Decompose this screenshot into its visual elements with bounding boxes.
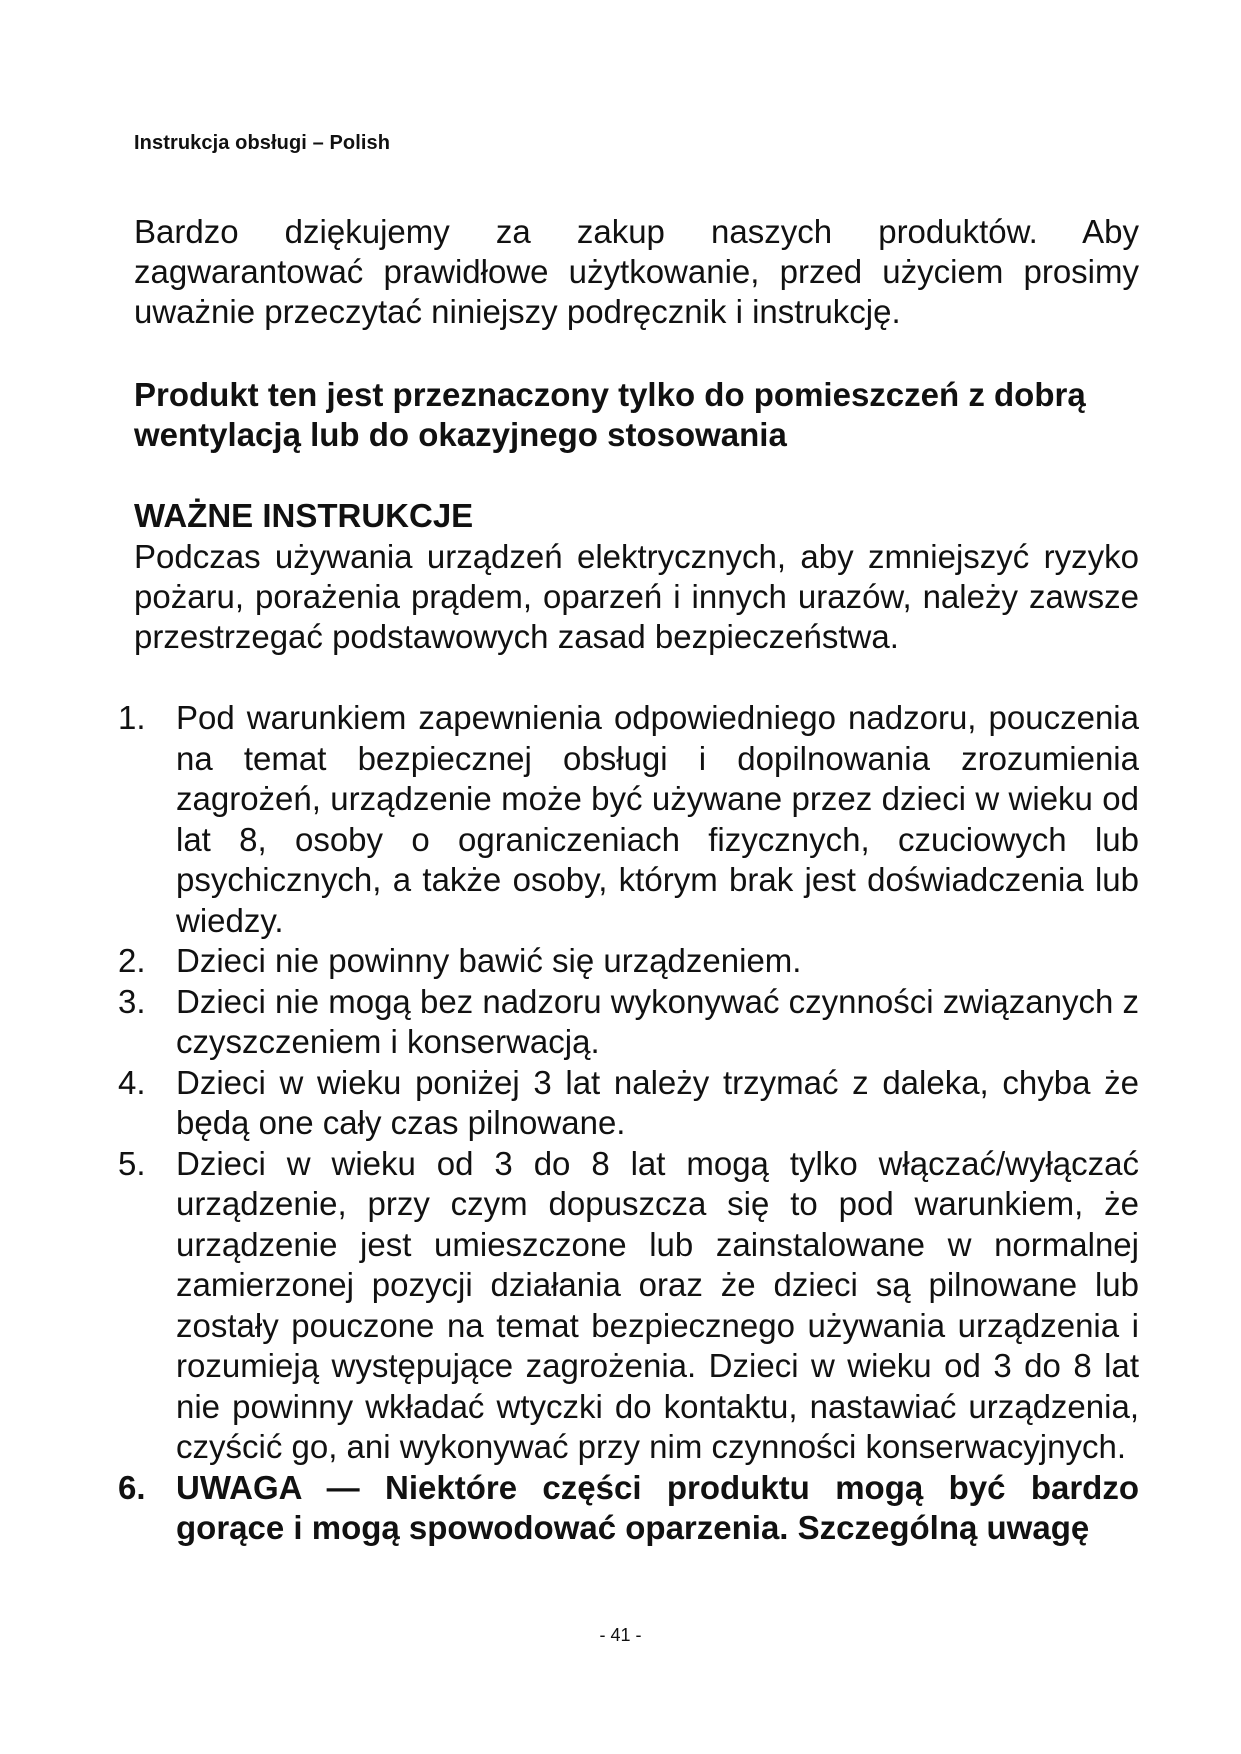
list-item-text: UWAGA — Niektóre części produktu mogą być bardzo gorące i mogą spowodować oparzenia. Szczególną uwagę <box>176 1468 1139 1546</box>
important-instructions-paragraph: Podczas używania urządzeń elektrycznych, aby zmniejszyć ryzyko pożaru, porażenia prądem, oparzeń i innych urazów, należy zawsze przestrzegać podstawowych zasad bezpieczeństwa. <box>134 538 1139 655</box>
instructions-list <box>118 698 1139 1549</box>
list-item <box>118 698 1139 941</box>
list-item-number: 2. <box>118 942 146 979</box>
list-item <box>118 1144 1139 1468</box>
list-item-number: 4. <box>118 1063 146 1101</box>
list-item-number: 3. <box>118 982 146 1020</box>
list-item <box>118 941 1139 982</box>
page-number: - 41 - <box>599 1625 642 1645</box>
ventilation-notice: Produkt ten jest przeznaczony tylko do pomieszczeń z dobrą wentylacją lub do okazyjnego stosowania <box>134 376 1086 453</box>
list-item-warning <box>118 1468 1139 1549</box>
list-item <box>118 1063 1139 1144</box>
list-item-text: Dzieci nie powinny bawić się urządzeniem. <box>176 942 802 979</box>
important-instructions-heading: WAŻNE INSTRUKCJE <box>134 497 474 534</box>
intro-paragraph: Bardzo dziękujemy za zakup naszych produktów. Aby zagwarantować prawidłowe użytkowanie, przed użyciem prosimy uważnie przeczytać niniejszy podręcznik i instrukcję. <box>134 213 1139 330</box>
page-header: Instrukcja obsługi – Polish <box>134 132 391 154</box>
list-item-number: 6. <box>118 1468 146 1506</box>
list-item-text: Dzieci w wieku od 3 do 8 lat mogą tylko włączać/wyłączać urządzenie, przy czym dopuszcza się to pod warunkiem, że urządzenie jest umieszczone lub zainstalowane w normalnej zamierzonej pozycji działania oraz że dzieci są pilnowane lub zostały pouczone na temat bezpiecznego używania urządzenia i rozumieją występujące zagrożenia. Dzieci w wieku od 3 do 8 lat nie powinny wkładać wtyczki do kontaktu, nastawiać urządzenia, czyścić go, ani wykonywać przy nim czynności konserwacyjnych. <box>176 1144 1139 1465</box>
list-item-text: Pod warunkiem zapewnienia odpowiedniego nadzoru, pouczenia na temat bezpiecznej obsługi i dopilnowania zrozumienia zagrożeń, urządzenie może być używane przez dzieci w wieku od lat 8, osoby o ograniczeniach fizycznych, czuciowych lub psychicznych, a także osoby, którym brak jest doświadczenia lub wiedzy. <box>176 699 1139 939</box>
list-item <box>118 982 1139 1063</box>
list-item-number: 5. <box>118 1144 146 1182</box>
list-item-text: Dzieci w wieku poniżej 3 lat należy trzymać z daleka, chyba że będą one cały czas pilnowane. <box>176 1063 1139 1141</box>
list-item-text: Dzieci nie mogą bez nadzoru wykonywać czynności związanych z czyszczeniem i konserwacją. <box>176 982 1139 1060</box>
list-item-number: 1. <box>118 699 146 736</box>
